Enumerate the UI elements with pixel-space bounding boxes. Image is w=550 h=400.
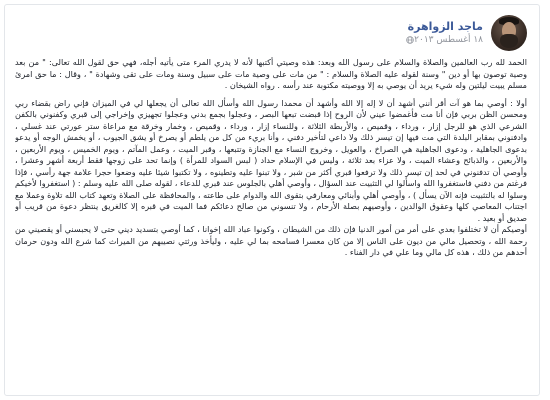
post-body (15, 57, 527, 389)
post-timestamp[interactable]: ١٨ أغسطس ٢٠١٣ (414, 34, 483, 45)
post-paragraph-2: أوصيكم أن لا تختلفوا بعدي على أمر من أمور الدنيا فإن ذلك من الشيطان ، وكونوا عباد الله إخوانا ، كما أوصي بتسديد ديني حتى لا يحبسني أو يقصيني من رحمة الله ، وتحصيل مالي من ديون على الناس إلا من كان معسرا فسامحه بما لي عليه ، وليأخذ ورثتي نصيبهم من الميراث كما شرع الله ودون حرمان أحدهم من ذلك ، هذه كل مالي وما علي في دار الفناء . (15, 224, 527, 257)
post-meta (402, 20, 483, 47)
post-paragraph-1: أولا : أوصي بما هو آت أقر أنني أشهد أن لا إله إلا الله وأشهد أن محمدا رسول الله وأسأل الله تعالى أن يجعلها لي في الميزان فإني راض بقضاء ربي ومحسن الظن بربي فإن أنا مت فأغمضوا عيني لأن الروح إذا قبضت تبعها البصر ، وعجلوا بجمع بدني وعجلوا تجهيزي وإخراجي إلى قبري وكفنوني بالكفن الشرعي الذي هو للرجل إزار ، ورداء ، وقميص ، والأربطة الثلاثة ، وللنساء إزار ، ورداء ، وقميص ، وخمار وخرقة مع مراعاة ستر عورتي عند غسلي ، وادفنوني بمقابر البلدة التي مت فيها إن تيسر ذلك ولا داعي لتأخير دفني ، وأنا بريء من كل من يلطم أو يصرخ أو يشق الجيوب ، أو يخمش الوجه أو يدعو بدعوى الجاهلية ، ودعوى الجاهلية هي الصراخ ، والعويل ، وخروج النساء مع الجنازة وتتبعها ، وقبر الميت ، وعمل المآتم ، ويوم الخميس ، ويوم الأربعين ، والأربعين ، والذبائح وعشاء الميت ، ولا عزاء بعد ثلاثة ، وليس في الإسلام حداد ( لبس السواد للمرأة ) وإنما تحد على زوجها فقط أربعة أشهر وعشرا ، وأوصي أن تدفنوني في لحد إن تيسر ذلك ولا ترفعوا قبري أكثر من شبر ، ولا تبنوا عليه وتطينوه ، ولا تكتبوا شيئا عليه وضعوا حجرا علامة جهة رأسي ، فإذا فرغتم من دفني فاستغفروا الله واسألوا لي التثبيت عند السؤال ، وأوصي أهلي بالجلوس عند قبري للدعاء ، لقوله صلى الله عليه وسلم : ( استغفروا لأخيكم وسلوا له بالتثبيت فإنه الآن يسأل ) ، وأوصي أهلي وأبنائي ومعارفي بتقوى الله والدوام على طاعته ، والمحافظة على الصلاة وتعهد كتاب الله تلاوة وعملا مع اجتناب المعاصي كلها وعقوق الوالدين ، وأوصيهم بصلة الأرحام ، ولا تنسوني من صالح دعائكم فما الميت في قبره إلا كالغريق ينتظر دعوة من قريب أو صديق أو بعيد . (15, 97, 527, 223)
avatar-beard (500, 34, 518, 48)
globe-icon (406, 36, 414, 44)
author-avatar[interactable] (491, 15, 527, 51)
post-intro-paragraph: الحمد لله رب العالمين والصلاة والسلام على رسول الله وبعد: هذه وصيتي أكتبها لأنه لا يدري المرء متى يأتيه أجله، فهي حق لقول الله تعالى: " من بعد وصية توصون بها أو دين " وسنة لقوله عليه الصلاة والسلام : " من مات على وصية مات على سبيل وسنة ومات على تقى وشهادة " ، وقال : ما حق امرئ مسلم يبيت ليلتين وله شيء يريد أن يوصي به إلا ووصيته مكتوبة عند رأسه . رواه الشيخان . (15, 57, 527, 90)
post-header (402, 15, 527, 51)
timestamp-row (402, 34, 483, 47)
author-name-link[interactable]: ماجد الزواهرة (407, 19, 483, 33)
facebook-post-card (4, 4, 540, 396)
